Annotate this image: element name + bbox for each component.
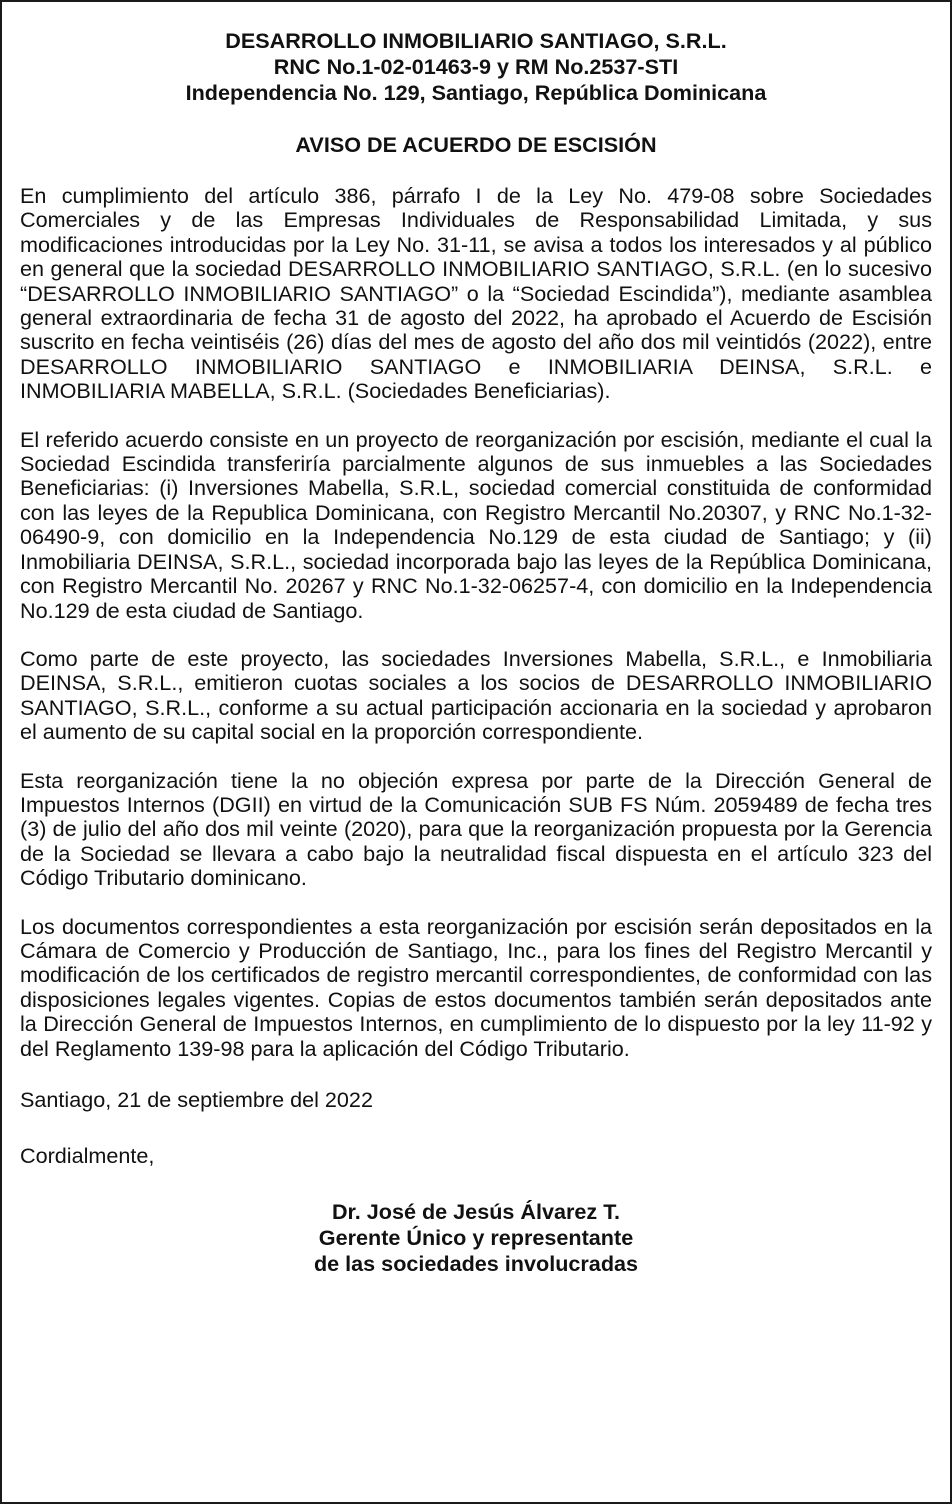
company-header [20,28,932,106]
paragraph-project: Como parte de este proyecto, las sociedades Inversiones Mabella, S.R.L., e Inmobiliaria DEINSA, S.R.L., emitieron cuotas sociales a los socios de DESARROLLO INMOBILIARIO SANTIAGO, S.R.L., conforme a su actual participación accionaria en la sociedad y aprobaron el aumento de su capital social en la proporción correspondiente. [20,645,932,745]
paragraph-agreement: El referido acuerdo consiste en un proyecto de reorganización por escisión, mediante el cual la Sociedad Escindida transferiría parcialmente algunos de sus inmuebles a las Sociedades Beneficiarias: (i) Inversiones Mabella, S.R.L, sociedad comercial constituida de conformidad con las leyes de la Republica Dominicana, con Registro Mercantil No.20307, y RNC No.1-32-06490-9, con domicilio en la Independencia No.129 de esta ciudad de Santiago; y (ii) Inmobiliaria DEINSA, S.R.L., sociedad incorporada bajo las leyes de la República Dominicana, con Registro Mercantil No. 20267 y RNC No.1-32-06257-4, con domicilio en la Independencia No.129 de esta ciudad de Santiago. [20,426,932,623]
paragraph-dgii: Esta reorganización tiene la no objeción expresa por parte de la Dirección General de Impuestos Internos (DGII) en virtud de la Comunicación SUB FS Núm. 2059489 de fecha tres (3) de julio del año dos mil veinte (2020), para que la reorganización propuesta por la Gerencia de la Sociedad se llevara a cabo bajo la neutralidad fiscal dispuesta en el artículo 323 del Código Tributario dominicano. [20,767,932,891]
company-address: Independencia No. 129, Santiago, República Dominicana [185,80,767,105]
signatory-scope: de las sociedades involucradas [313,1251,639,1276]
signature-block [20,1199,932,1277]
company-name: DESARROLLO INMOBILIARIO SANTIAGO, S.R.L. [225,28,727,53]
signatory-role: Gerente Único y representante [318,1225,634,1250]
notice-body [20,184,932,1061]
signatory-name: Dr. José de Jesús Álvarez T. [331,1199,621,1224]
paragraph-documents: Los documentos correspondientes a esta reorganización por escisión serán depositados en la Cámara de Comercio y Producción de Santiago, Inc., para los fines del Registro Mercantil y modificación de los certificados de registro mercantil correspondientes, de conformidad con las disposiciones legales vigentes. Copias de estos documentos también serán depositados ante la Dirección General de Impuestos Internos, en cumplimiento de lo dispuesto por la ley 11-92 y del Reglamento 139-98 para la aplicación del Código Tributario. [20,913,932,1061]
closing-salutation: Cordialmente, [20,1143,155,1168]
company-registry: RNC No.1-02-01463-9 y RM No.2537-STI [273,54,679,79]
notice-title: AVISO DE ACUERDO DE ESCISIÓN [295,132,657,157]
notice-date: Santiago, 21 de septiembre del 2022 [20,1087,373,1112]
paragraph-compliance: En cumplimiento del artículo 386, párrafo I de la Ley No. 479-08 sobre Sociedades Comerciales y de las Empresas Individuales de Responsabilidad Limitada, y sus modificaciones introducidas por la Ley No. 31-11, se avisa a todos los interesados y al público en general que la sociedad DESARROLLO INMOBILIARIO SANTIAGO, S.R.L. (en lo sucesivo “DESARROLLO INMOBILIARIO SANTIAGO” o la “Sociedad Escindida”), mediante asamblea general extraordinaria de fecha 31 de agosto del 2022, ha aprobado el Acuerdo de Escisión suscrito en fecha veintiséis (26) días del mes de agosto del año dos mil veintidós (2022), entre DESARROLLO INMOBILIARIO SANTIAGO e INMOBILIARIA DEINSA, S.R.L. e INMOBILIARIA MABELLA, S.R.L. (Sociedades Beneficiarias). [20,183,932,404]
